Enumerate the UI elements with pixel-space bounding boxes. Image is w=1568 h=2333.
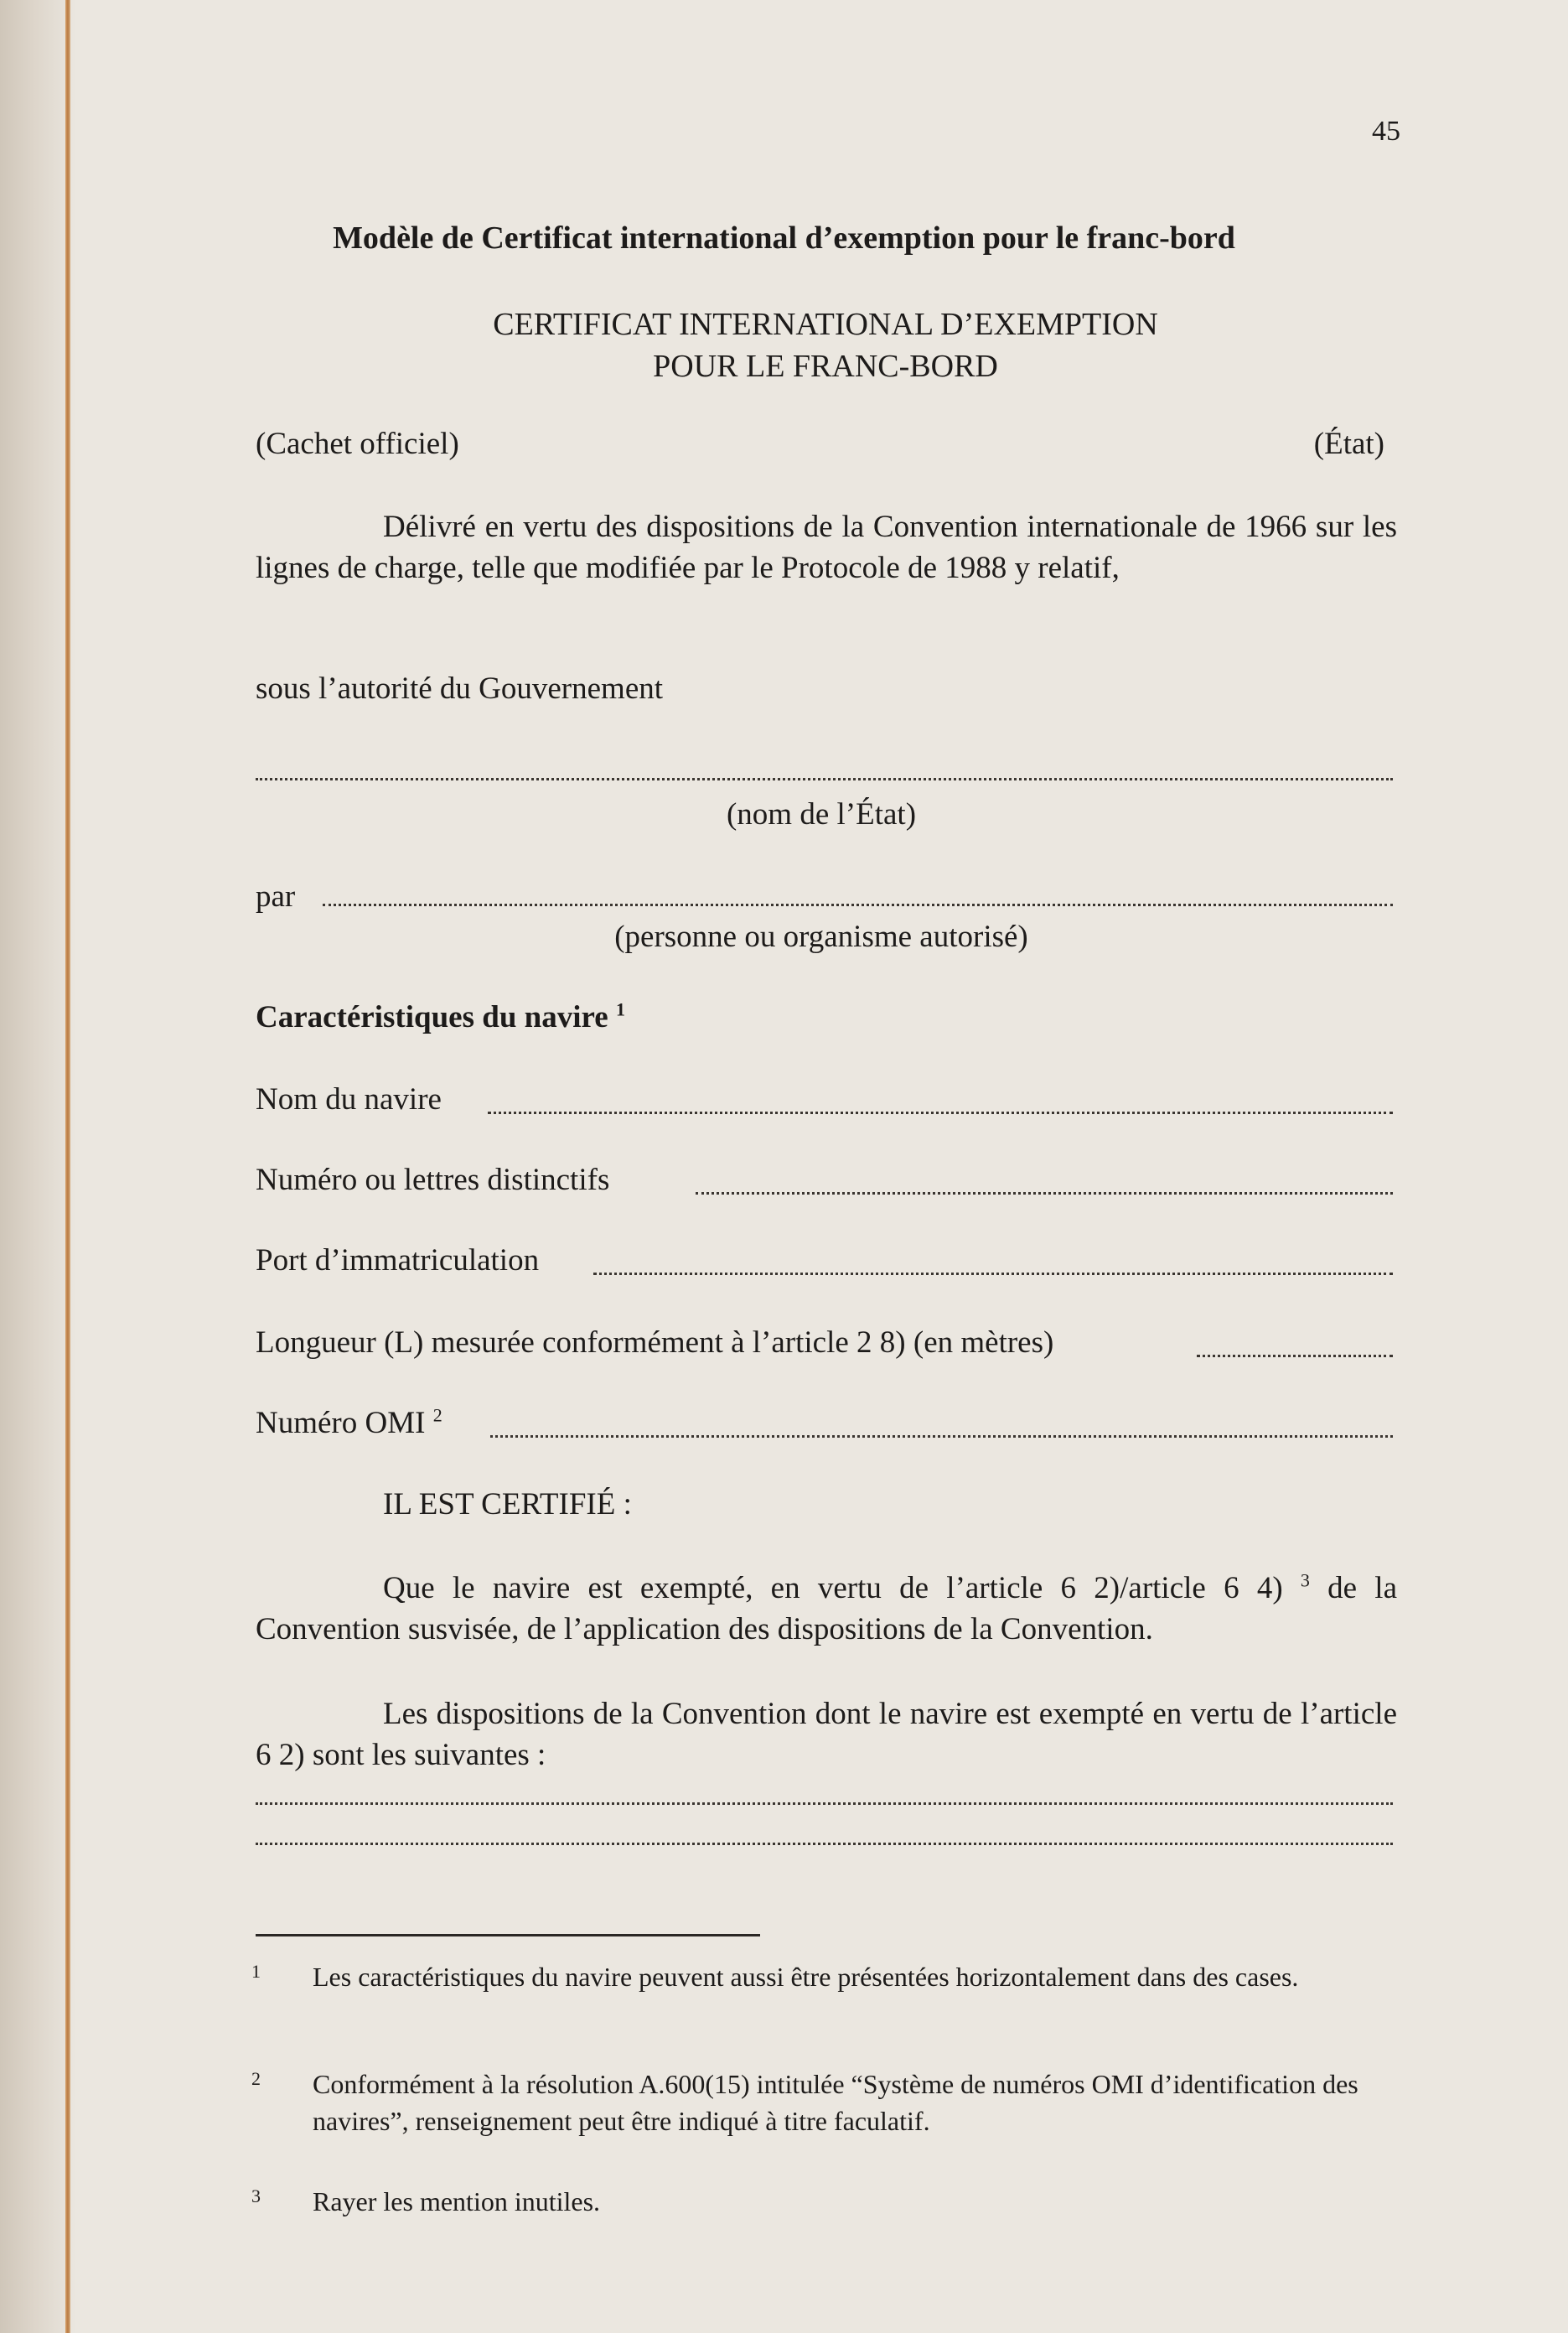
intro-paragraph: Délivré en vertu des dispositions de la Convention internationale de 1966 sur les lignes de charge, telle que modifiée par le Protocole de 1988 y relatif, [256,510,1397,585]
footnote-text: Conformément à la résolution A.600(15) intitulée “Système de numéros OMI d’identification des navires”, renseignement peut être indiqué à titre faculatif. [313,2069,1358,2136]
authorized-person-caption: (personne ou organisme autorisé) [614,920,1028,954]
state-name-caption: (nom de l’État) [726,797,917,832]
by-label: par [256,879,296,914]
imo-number-label [256,1405,442,1441]
certificate-title [0,303,1568,387]
footnote-number: 3 [251,2185,261,2206]
provisions-paragraph: Les dispositions de la Convention dont le navire est exempté en vertu de l’article 6 2) sont les suivantes : [256,1697,1397,1772]
provisions-fill-line-2 [256,1843,1393,1845]
page-number: 45 [1372,116,1400,147]
provisions-fill-line-1 [256,1802,1393,1805]
exemption-paragraph-after: de la Convention susvisée, de l’application des dispositions de la Convention. [256,1571,1398,1646]
authority-line: sous l’autorité du Gouvernement [256,671,664,706]
state-name-fill-line [256,778,1393,780]
authorized-person-fill-line [323,904,1393,906]
imo-number-label-text: Numéro OMI [256,1406,426,1440]
footnote-ref-1: 1 [615,998,625,1020]
exemption-paragraph-before: Que le navire est exempté, en vertu de l’article 6 2)/article 6 4) [383,1571,1283,1605]
certificate-title-line-2: POUR LE FRANC-BORD [653,349,998,384]
ship-particulars-heading-text: Caractéristiques du navire [256,1000,608,1034]
ship-name-fill-line [488,1112,1393,1114]
footnote-separator [256,1934,760,1936]
distinctive-number-fill-line [696,1192,1393,1195]
ship-name-label: Nom du navire [256,1082,442,1117]
state-label: (État) [1313,427,1384,461]
footnote-number: 2 [251,2068,261,2089]
official-seal-label: (Cachet officiel) [256,427,459,461]
length-label: Longueur (L) mesurée conformément à l’article 2 8) (en mètres) [256,1325,1054,1360]
certification-heading: IL EST CERTIFIÉ : [383,1487,632,1522]
imo-number-fill-line [490,1435,1393,1438]
ship-particulars-heading [256,999,625,1035]
port-of-registry-label: Port d’immatriculation [256,1243,540,1278]
footnote-ref-3: 3 [1300,1569,1310,1591]
certificate-title-line-1: CERTIFICAT INTERNATIONAL D’EXEMPTION [493,307,1158,342]
port-of-registry-fill-line [593,1273,1393,1275]
footnote-number: 1 [251,1961,261,1982]
footnote-text: Les caractéristiques du navire peuvent aussi être présentées horizontalement dans des cases. [313,1962,1299,1992]
length-fill-line [1197,1355,1393,1357]
footnote-text: Rayer les mention inutiles. [313,2186,601,2216]
distinctive-number-label: Numéro ou lettres distinctifs [256,1163,610,1197]
model-title: Modèle de Certificat international d’exemption pour le franc-bord [333,220,1235,256]
exemption-paragraph [256,1568,1397,1650]
footnote-ref-2: 2 [432,1404,442,1426]
